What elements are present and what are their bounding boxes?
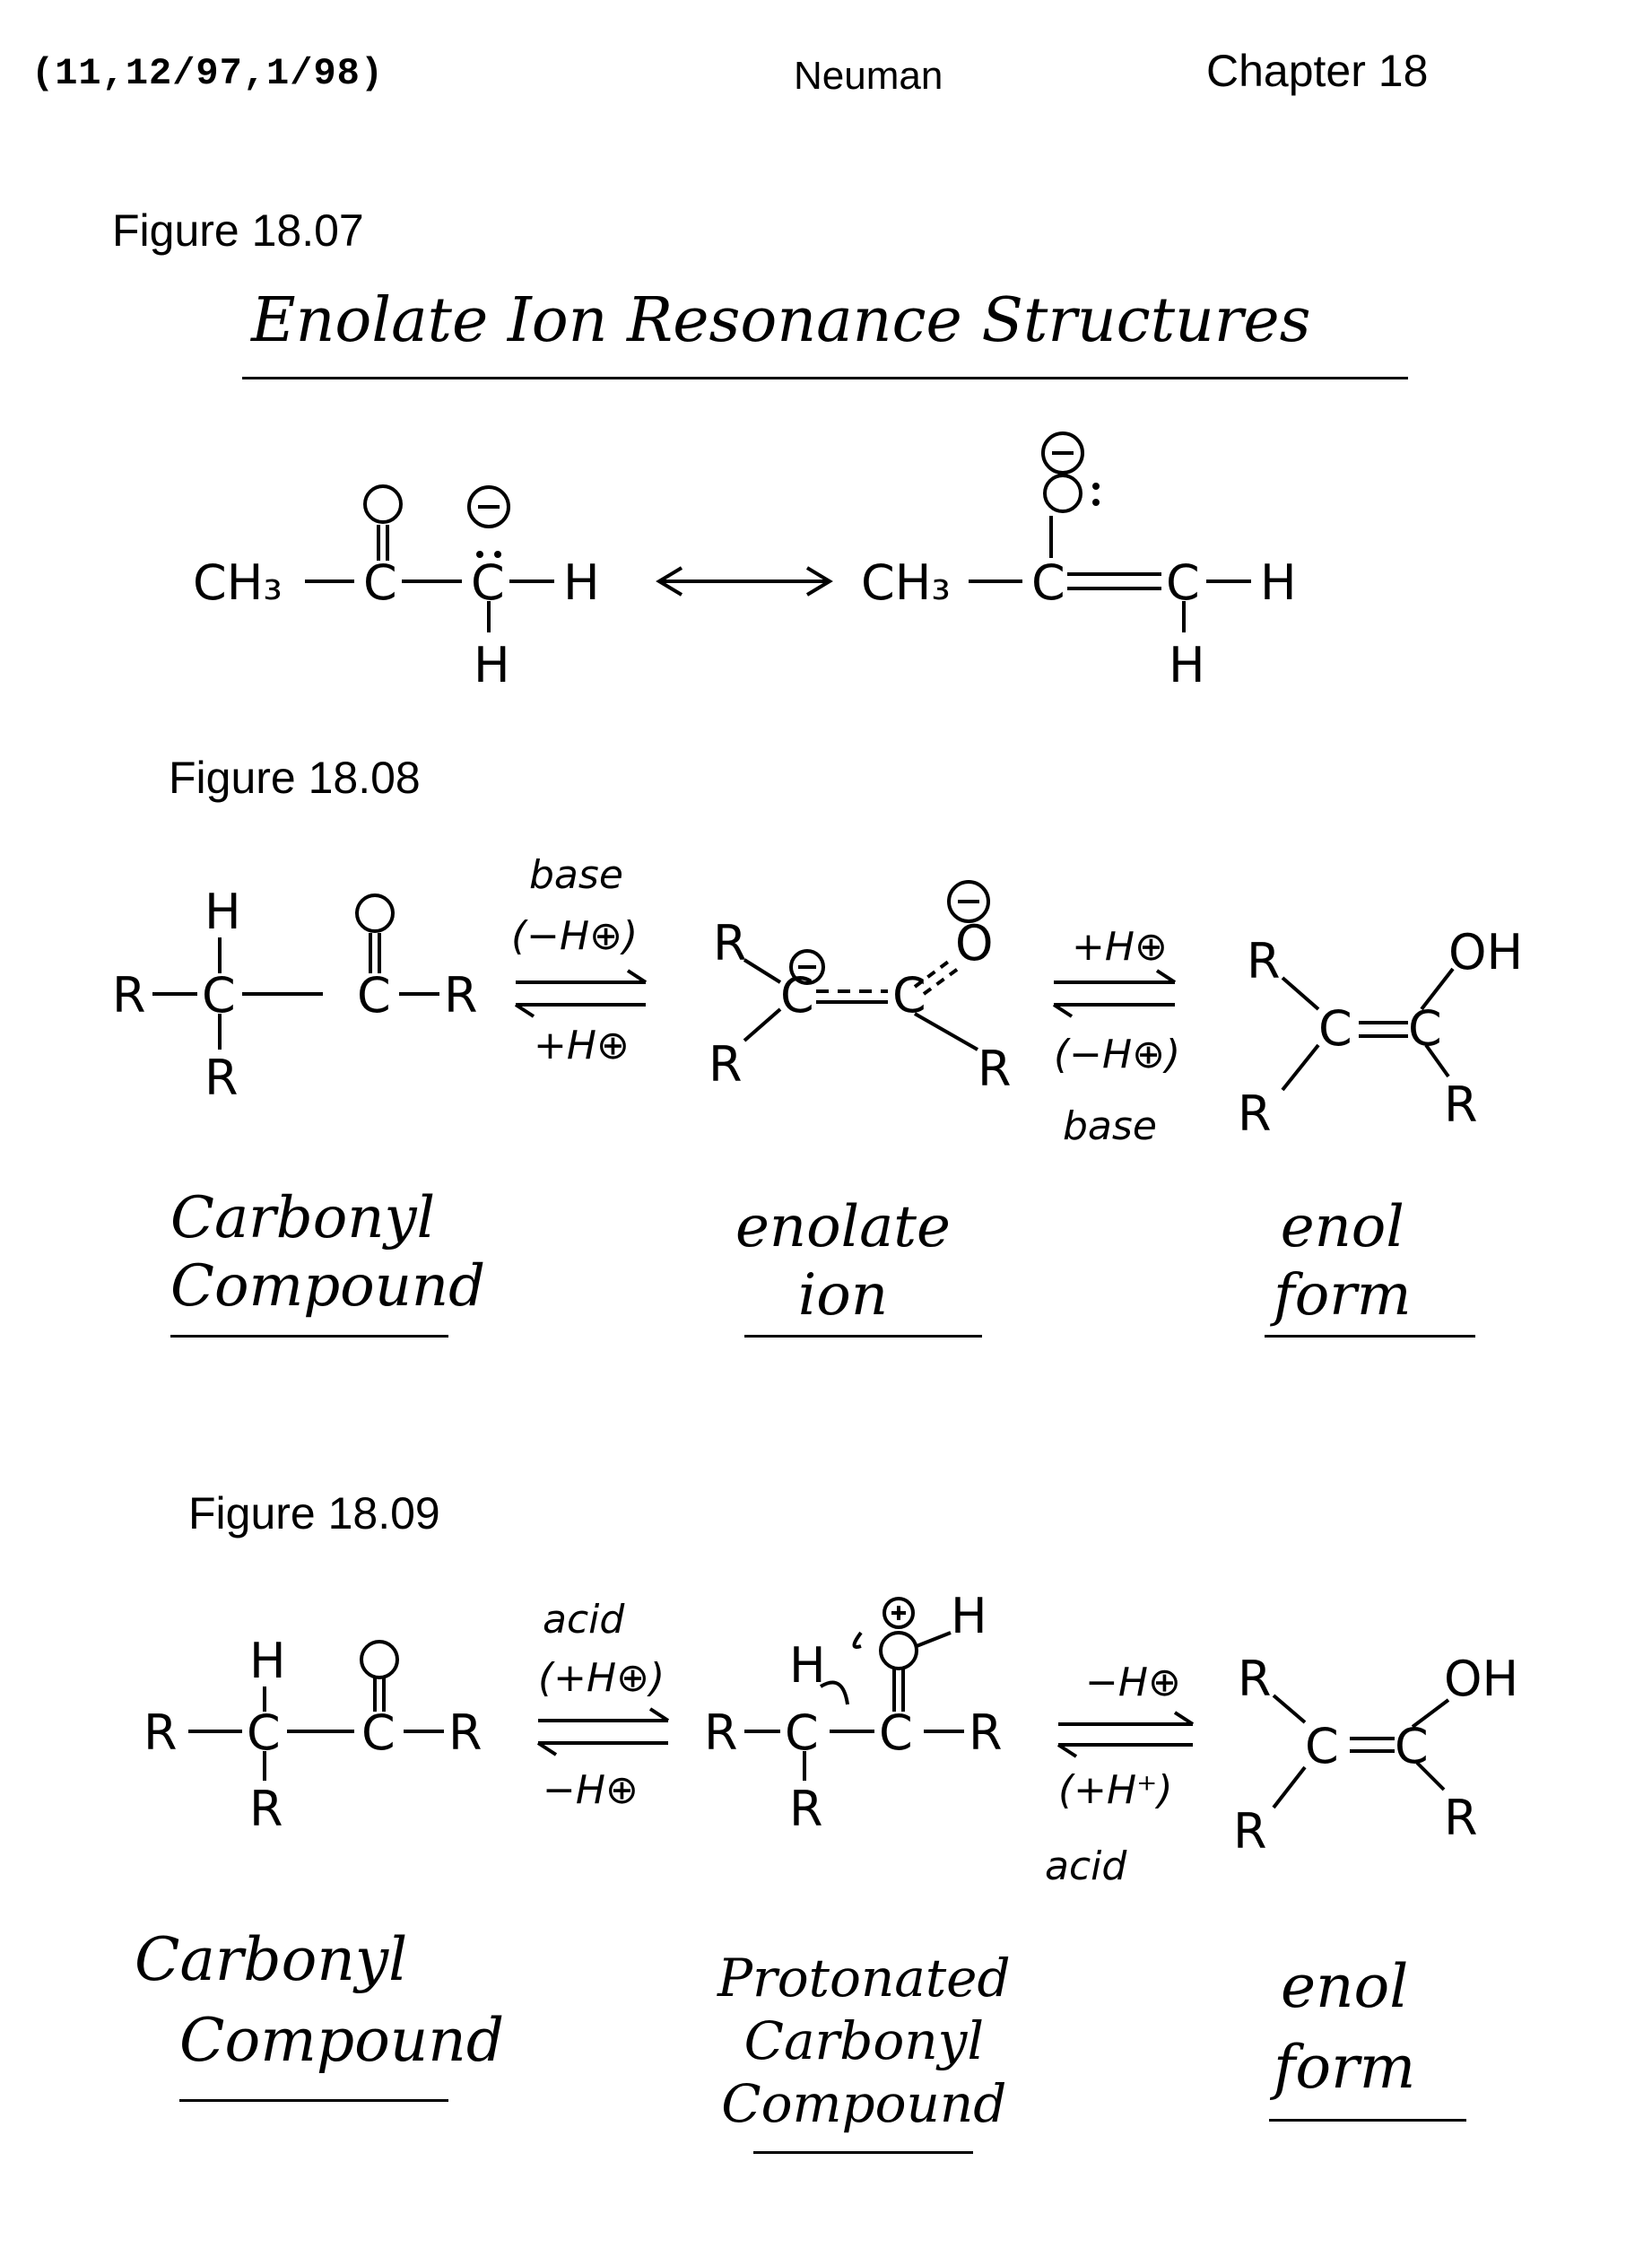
svg-text:C: C xyxy=(879,1704,913,1761)
svg-text:R: R xyxy=(713,915,747,972)
svg-text:C: C xyxy=(247,1704,281,1761)
svg-text:C: C xyxy=(1031,554,1065,611)
svg-text:C: C xyxy=(1166,554,1200,611)
figure-18-09-label: Figure 18.09 xyxy=(188,1488,440,1538)
h-right-right: H xyxy=(1260,554,1297,611)
arrow2-bottom-text: base xyxy=(1063,1103,1157,1149)
svg-text:R: R xyxy=(1238,1085,1272,1142)
h-below-right: H xyxy=(1169,637,1205,693)
svg-text:R: R xyxy=(444,967,478,1024)
ch3-right: CH₃ xyxy=(861,554,951,611)
caption-enol-form-2: enol form xyxy=(1274,1952,1416,2102)
svg-text:C: C xyxy=(1318,1000,1352,1057)
arrow3-bottom-text: −H⊕ xyxy=(543,1767,639,1813)
arrow4-top-text: −H⊕ xyxy=(1085,1660,1181,1705)
svg-text:O: O xyxy=(955,915,994,972)
caption-carbonyl-compound-2: Carbonyl Compound xyxy=(135,1925,505,2075)
ch3-left: CH₃ xyxy=(193,554,283,611)
svg-text:R: R xyxy=(789,1781,823,1837)
figure-18-07-title: Enolate Ion Resonance Structures xyxy=(251,285,1311,356)
svg-text:C: C xyxy=(202,967,236,1024)
figure-18-07-label: Figure 18.07 xyxy=(112,205,364,256)
svg-text:R: R xyxy=(978,1041,1012,1097)
svg-text:C: C xyxy=(361,1704,396,1761)
svg-text:C: C xyxy=(1408,1000,1442,1057)
svg-text:C: C xyxy=(780,967,814,1024)
keto-enol-base-diagram xyxy=(0,834,1652,1175)
caption-enolate-ion: enolate ion xyxy=(735,1194,951,1329)
svg-text:C: C xyxy=(471,554,505,611)
svg-text:R: R xyxy=(1444,1790,1478,1846)
svg-text:C: C xyxy=(892,967,926,1024)
svg-text:C: C xyxy=(363,554,397,611)
svg-text:H: H xyxy=(951,1597,987,1644)
svg-text:R: R xyxy=(704,1704,738,1761)
arrow1-mid-text: (−H⊕) xyxy=(511,913,639,959)
svg-text:OH: OH xyxy=(1448,924,1524,980)
arrow1-bottom-text: +H⊕ xyxy=(534,1023,630,1068)
arrow4-mid-text: (+H⁺) xyxy=(1058,1767,1173,1813)
svg-text:C: C xyxy=(1305,1718,1339,1774)
arrow3-top-text: acid xyxy=(543,1597,625,1643)
svg-text:R: R xyxy=(1233,1803,1267,1860)
svg-text:R: R xyxy=(1238,1651,1272,1707)
caption-carbonyl-compound-1: Carbonyl Compound xyxy=(170,1185,486,1320)
svg-text:H: H xyxy=(789,1637,826,1694)
svg-text:R: R xyxy=(448,1704,483,1761)
svg-text:R: R xyxy=(204,1050,239,1106)
arrow4-bottom-text: acid xyxy=(1045,1843,1127,1889)
svg-text:R: R xyxy=(1247,933,1281,989)
enolate-resonance-diagram xyxy=(0,422,1652,718)
svg-text:R: R xyxy=(1444,1076,1478,1133)
svg-text:R: R xyxy=(709,1036,743,1093)
keto-enol-acid-diagram xyxy=(0,1597,1652,1902)
arrow1-top-text: base xyxy=(529,852,623,898)
svg-text:R: R xyxy=(969,1704,1003,1761)
svg-text:H: H xyxy=(204,884,241,940)
title-underline xyxy=(242,377,1408,379)
svg-text:C: C xyxy=(357,967,391,1024)
svg-text:H: H xyxy=(249,1633,286,1689)
header-author: Neuman xyxy=(794,54,943,98)
caption-protonated-carbonyl-compound: Protonated Carbonyl Compound xyxy=(717,1948,1011,2134)
arrow2-top-text: +H⊕ xyxy=(1072,924,1168,970)
svg-text:R: R xyxy=(112,967,146,1024)
h-below-left: H xyxy=(474,637,510,693)
arrow3-mid-text: (+H⊕) xyxy=(538,1655,665,1701)
svg-text:R: R xyxy=(249,1781,283,1837)
figure-18-08-label: Figure 18.08 xyxy=(169,753,421,803)
svg-text:R: R xyxy=(143,1704,178,1761)
svg-text:C: C xyxy=(785,1704,819,1761)
header-chapter: Chapter 18 xyxy=(1206,46,1429,96)
h-right-left: H xyxy=(563,554,600,611)
svg-text:OH: OH xyxy=(1444,1651,1519,1707)
header-dates: (11,12/97,1/98) xyxy=(31,52,385,95)
caption-enol-form-1: enol form xyxy=(1274,1194,1412,1329)
svg-text:C: C xyxy=(1395,1718,1429,1774)
arrow2-mid-text: (−H⊕) xyxy=(1054,1032,1181,1077)
